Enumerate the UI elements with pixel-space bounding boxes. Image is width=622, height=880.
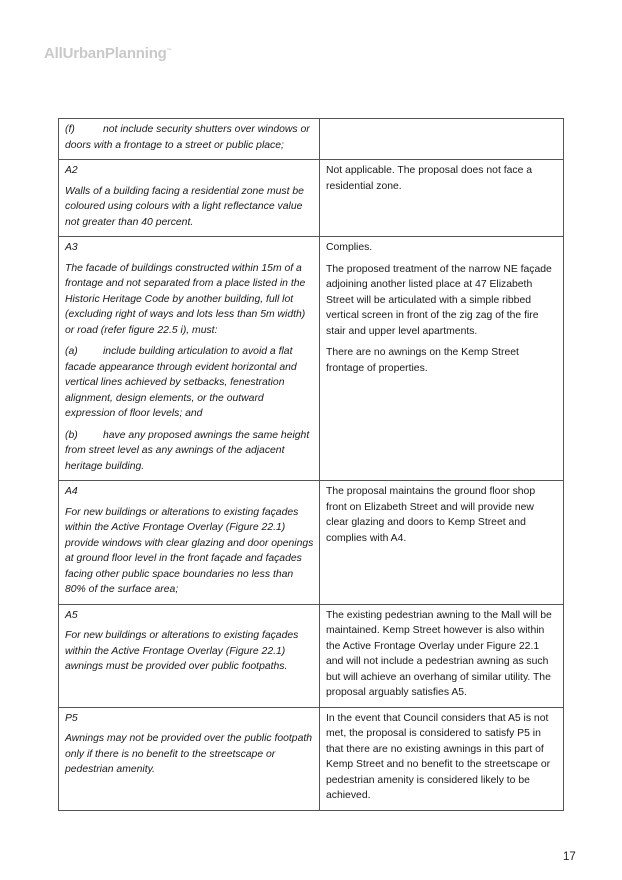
requirement-text: For new buildings or alterations to existing façades within the Active Frontage Overlay (Figure 22.1) provide windows with clear glazing and door openings at ground floor level in the front façade and façades facing other public space boundaries no less than 80% of the surface area; — [65, 506, 314, 595]
clause-text: have any proposed awnings the same height from street level as any awnings of the adjacent heritage building. — [65, 429, 310, 472]
requirement-code: A5 — [65, 609, 78, 621]
table-row — [59, 481, 564, 605]
response-cell — [320, 481, 564, 605]
response-text: In the event that Council considers that A5 is not met, the proposal is considered to satisfy P5 in that there are no existing awnings in this part of Kemp Street and no benefit to the streetscape or pedestrian amenity is considered likely to be achieved. — [326, 712, 551, 801]
requirement-cell — [59, 237, 320, 481]
requirement-text: Awnings may not be provided over the public footpath only if there is no benefit to the streetscape or pedestrian amenity. — [65, 733, 313, 775]
table-row — [59, 119, 564, 160]
requirement-text: The facade of buildings constructed within 15m of a frontage and not separated from a place listed in the Historic Heritage Code by another building, full lot (excluding right of ways and lots less than 5m width) or road (refer figure 22.5 i), must: — [65, 262, 306, 336]
requirement-code: P5 — [65, 712, 78, 724]
logo-trademark: ™ — [166, 48, 172, 54]
response-cell — [320, 119, 564, 160]
requirement-code: A3 — [65, 242, 78, 253]
requirement-cell — [59, 160, 320, 237]
requirement-cell — [59, 119, 320, 160]
requirement-code: A2 — [65, 165, 78, 176]
table-row — [59, 604, 564, 707]
response-cell — [320, 707, 564, 810]
requirement-code: A4 — [65, 486, 78, 497]
requirement-cell — [59, 604, 320, 707]
response-text: The proposed treatment of the narrow NE façade adjoining another listed place at 47 Elizabeth Street will be articulated with a simple ribbed vertical screen in front of the zig zag of the fire stair and upper level apartments. — [326, 263, 552, 337]
requirement-text: For new buildings or alterations to existing façades within the Active Frontage Overlay (Figure 22.1) awnings must be provided over public footpaths. — [65, 630, 299, 672]
logo-text: AllUrbanPlanning — [44, 45, 167, 62]
requirements-table — [58, 118, 564, 811]
response-text: Complies. — [326, 242, 373, 253]
clause-label: (f) — [65, 124, 75, 135]
clause-label: (b) — [65, 429, 78, 441]
clause-text: not include security shutters over windows or doors with a frontage to a street or public place; — [65, 124, 310, 151]
requirement-cell — [59, 707, 320, 810]
requirement-cell — [59, 481, 320, 605]
table-row — [59, 707, 564, 810]
response-text: Not applicable. The proposal does not face a residential zone. — [326, 165, 533, 192]
table-row — [59, 237, 564, 481]
response-cell — [320, 237, 564, 481]
clause-text: include building articulation to avoid a flat facade appearance through evident horizontal and vertical lines achieved by setbacks, fenestration alignment, design elements, or the outward expression of floor levels; and — [65, 346, 297, 419]
response-text: The existing pedestrian awning to the Mall will be maintained. Kemp Street however is also within the Active Frontage Overlay under Figure 22.1 and will not include a pedestrian awning as such but will achieve an overhang of similar utility. The proposal arguably satisfies A5. — [326, 609, 552, 698]
page-number: 17 — [563, 851, 576, 863]
requirement-text: Walls of a building facing a residential zone must be coloured using colours with a light reflectance value not greater than 40 percent. — [65, 185, 304, 228]
company-logo — [44, 45, 171, 62]
response-cell — [320, 604, 564, 707]
clause-label: (a) — [65, 346, 78, 357]
response-text: The proposal maintains the ground floor shop front on Elizabeth Street and will provide new clear glazing and doors to Kemp Street and complies with A4. — [326, 486, 536, 544]
response-text: There are no awnings on the Kemp Street frontage of properties. — [326, 347, 519, 374]
response-cell — [320, 160, 564, 237]
table-row — [59, 160, 564, 237]
